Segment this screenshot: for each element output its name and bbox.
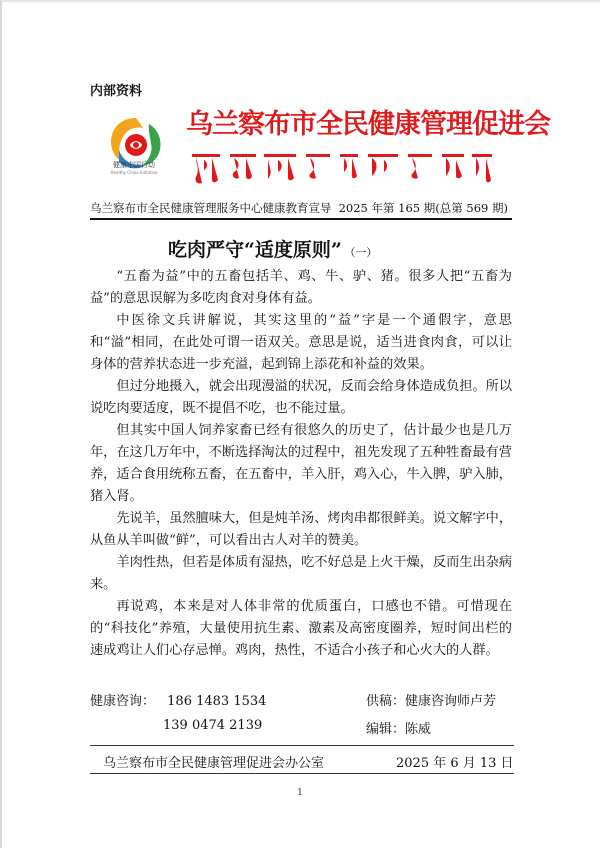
publisher-text: 乌兰察布市全民健康管理服务中心健康教育宣导 — [90, 201, 332, 215]
editor-value: 陈威 — [405, 722, 432, 737]
supply-label: 供稿： — [366, 694, 406, 709]
consult-phone-1: 186 1483 1534 — [167, 694, 267, 709]
paragraph: 中医徐文兵讲解说，其实这里的“益”字是一个通假字，意思和“溢”相同，在此处可谓一语双关。意思是说，适当进食肉食，可以让身体的营养状态进一步充溢，起到锦上添花和补益的效果。 — [90, 313, 512, 372]
page-number: 1 — [297, 788, 303, 798]
footer-date: 2025 年 6 月 13 日 — [396, 756, 514, 771]
paragraph: 但过分地摄入，就会出现漫溢的状况，反而会给身体造成负担。所以说吃肉要适度，既不提倡不吃，也不能过量。 — [90, 379, 513, 416]
issue-number: 2025 年第 165 期(总第 569 期) — [338, 201, 508, 215]
logo-caption: 健康中国行动 — [113, 161, 155, 169]
article-title-text: 吃肉严守“适度原则” — [168, 239, 342, 261]
org-title: 乌兰察布市全民健康管理促进会 — [186, 109, 550, 140]
logo-subcaption: Healthy China Initiative — [110, 170, 158, 175]
internal-label: 内部资料 — [90, 84, 143, 99]
supply-row — [366, 690, 496, 709]
header-divider — [90, 218, 512, 220]
article-title — [168, 235, 377, 262]
paragraph: “五畜为益”中的五畜包括羊、鸡、牛、驴、猪。很多人把“五畜为益”的意思误解为多吃肉食对身体有益。 — [90, 269, 512, 306]
issue-line — [90, 200, 508, 216]
editor-label: 编辑： — [366, 722, 406, 737]
health-china-logo — [101, 110, 171, 188]
footer-bottom-divider — [90, 773, 514, 774]
consult-row — [90, 690, 266, 709]
footer-office: 乌兰察布市全民健康管理促进会办公室 — [103, 756, 325, 771]
paragraph: 先说羊，虽然膻味大，但是炖羊汤、烤肉串都很鲜美。说文解字中，从鱼从羊叫做“鲜”，可以看出古人对羊的赞美。 — [90, 511, 513, 548]
footer-top-divider — [90, 745, 514, 746]
consult-phone-2: 139 0474 2139 — [163, 718, 263, 733]
article-body — [90, 266, 512, 662]
paragraph: 但其实中国人饲养家畜已经有很悠久的历史了，估计最少也是几万年，在这几万年中，不断选择淘汰的过程中，祖先发现了五种牲畜最有营养，适合食用统称五畜，在五畜中，羊入肝，鸡入心，牛入脾，驴入肺，猪入肾。 — [90, 423, 512, 504]
paragraph: 再说鸡，本来是对人体非常的优质蛋白，口感也不错。可惜现在的“科技化”养殖，大量使用抗生素、激素及高密度圈养，短时间出栏的速成鸡让人们心存忌惮。鸡肉，热性，不适合小孩子和心火大的人群。 — [90, 599, 512, 658]
mongolian-script-title — [190, 148, 494, 188]
article-part: （一） — [349, 246, 378, 259]
consult-label: 健康咨询： — [90, 694, 156, 709]
supply-value: 健康咨询师卢芳 — [405, 694, 497, 709]
paragraph: 羊肉性热，但若是体质有湿热，吃不好总是上火干燥，反而生出杂病来。 — [90, 555, 513, 592]
editor-row — [366, 718, 431, 737]
